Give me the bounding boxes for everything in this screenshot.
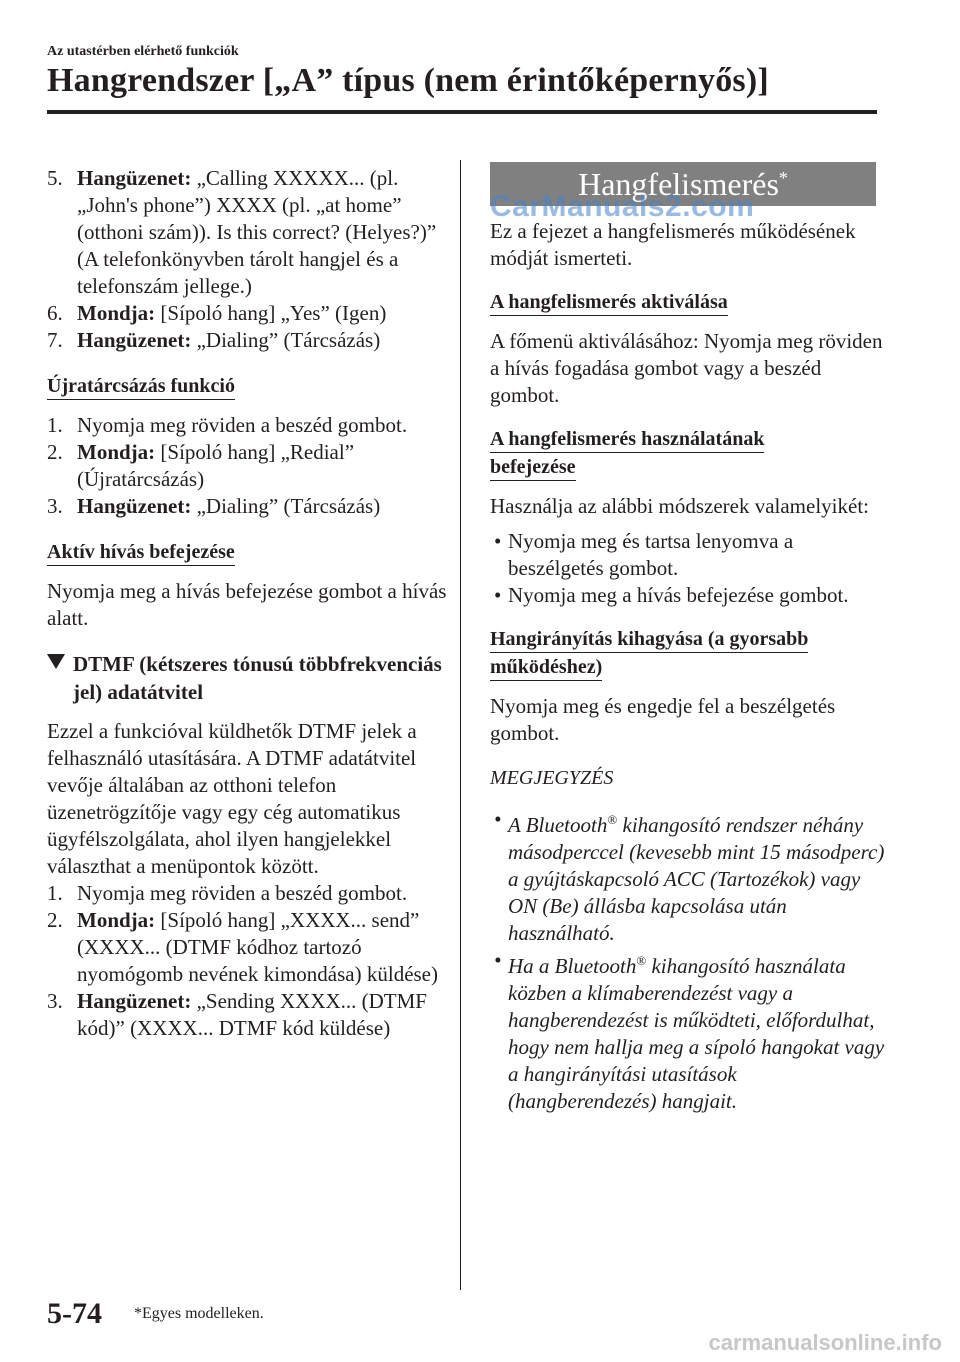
step-label: Mondja: (77, 440, 156, 464)
step-number: 3. (47, 494, 63, 518)
end-text: Használja az alábbi módszerek valamelyikét: (490, 494, 869, 518)
step-number: 1. (47, 881, 63, 905)
step-text: [Sípoló hang] „Redial” (Újratárcsázás) (77, 440, 355, 491)
left-column (47, 165, 447, 1042)
carmanuals-watermark: CarManuals2.com (490, 190, 755, 223)
end-heading-line-2: befejezése (490, 455, 576, 481)
dtmf-step-1 (47, 880, 447, 907)
step-6 (47, 300, 447, 327)
dtmf-heading (47, 650, 447, 706)
skip-heading-line-1: Hangirányítás kihagyása (a gyorsabb (490, 627, 808, 653)
step-text: „Dialing” (Tárcsázás) (196, 328, 381, 352)
intro-text: Ez a fejezet a hangfelismerés működésének módját ismerteti. (490, 219, 856, 270)
title-rule (47, 110, 877, 114)
step-label: Hangüzenet: (77, 166, 192, 190)
breadcrumb: Az utastérben elérhető funkciók (47, 44, 239, 59)
triangle-down-icon (47, 654, 65, 669)
dtmf-text: Ezzel a funkcióval küldhetők DTMF jelek a felhasználó utasítására. A DTMF adatátvitel vevője általában az otthoni telefon üzenetrögzítője vagy egy cég automatikus ügyfélszolgálata, ahol ilyen hangjelekkel választhat a menüpontok között. (47, 719, 417, 878)
column-divider (460, 160, 461, 1290)
page-number: 5-74 (47, 1297, 102, 1330)
note-text-a: Ha a Bluetooth (508, 954, 637, 978)
bullet-text: Nyomja meg és tartsa lenyomva a beszélgetés gombot. (508, 529, 794, 580)
step-5 (47, 165, 447, 300)
list-item (490, 528, 885, 582)
dtmf-step-2 (47, 907, 447, 988)
activate-text: A főmenü aktiválásához: Nyomja meg röviden a hívás fogadása gombot vagy a beszéd gombot. (490, 329, 883, 407)
step-text: „Calling XXXXX... (pl. „John's phone”) XXXX (pl. „at home” (otthoni szám)). Is this correct? (Helyes?)” (A telefonkönyvben tárolt hangjel és a telefonszám jellege.) (77, 166, 437, 298)
note-text-b: kihangosító használata közben a klímaberendezést vagy a hangberendezést is működteti, előfordulhat, hogy nem hallja meg a sípoló hangokat vagy a hangirányítási utasítások (hangberendezés) hangjait. (508, 954, 885, 1113)
skip-text: Nyomja meg és engedje fel a beszélgetés gombot. (490, 694, 836, 745)
step-number: 7. (47, 328, 63, 352)
step-label: Mondja: (77, 908, 156, 932)
step-number: 5. (47, 166, 63, 190)
step-text: Nyomja meg röviden a beszéd gombot. (77, 881, 408, 905)
end-call-text: Nyomja meg a hívás befejezése gombot a hívás alatt. (47, 579, 447, 630)
bullet-icon: • (494, 807, 502, 831)
note-item (490, 947, 885, 1115)
step-number: 2. (47, 440, 63, 464)
step-text: Nyomja meg röviden a beszéd gombot. (77, 413, 408, 437)
footnote: *Egyes modelleken. (134, 1305, 264, 1322)
note-title: MEGJEGYZÉS (490, 767, 614, 789)
bullet-text: Nyomja meg a hívás befejezése gombot. (508, 583, 849, 607)
asterisk-mark: * (778, 168, 788, 188)
step-label: Mondja: (77, 301, 156, 325)
dtmf-step-3 (47, 988, 447, 1042)
section-title: Hangfelismerés (578, 166, 779, 202)
step-number: 3. (47, 989, 63, 1013)
step-label: Hangüzenet: (77, 328, 192, 352)
step-label: Hangüzenet: (77, 494, 192, 518)
note-text-a: A Bluetooth (508, 813, 608, 837)
step-7 (47, 327, 447, 354)
step-label: Hangüzenet: (77, 989, 192, 1013)
right-column (490, 162, 885, 1115)
bullet-icon: • (494, 529, 502, 553)
bullet-icon: • (494, 583, 502, 607)
end-call-heading: Aktív hívás befejezése (47, 540, 235, 566)
step-text: „Sending XXXX... (DTMF kód)” (XXXX... DTMF kód küldése) (77, 989, 427, 1040)
step-number: 1. (47, 413, 63, 437)
end-recognition-heading (490, 425, 885, 481)
step-number: 2. (47, 908, 63, 932)
dtmf-heading-text: DTMF (kétszeres tónusú többfrekvenciás jel) adatátvitel (73, 652, 442, 704)
registered-mark: ® (607, 812, 618, 827)
step-text: „Dialing” (Tárcsázás) (196, 494, 381, 518)
end-heading-line-1: A hangfelismerés használatának (490, 427, 764, 453)
step-number: 6. (47, 301, 63, 325)
bullet-icon: • (494, 948, 502, 972)
step-text: [Sípoló hang] „XXXX... send” (XXXX... (DTMF kódhoz tartozó nyomógomb nevének kimondása) küldése) (77, 908, 438, 986)
redial-step-2 (47, 439, 447, 493)
redial-step-1 (47, 412, 447, 439)
site-watermark: carmanualsonline.info (708, 1330, 942, 1355)
redial-step-3 (47, 493, 447, 520)
redial-heading: Újratárcsázás funkció (47, 374, 235, 400)
note-text-b: kihangosító rendszer néhány másodperccel (kevesebb mint 15 másodperc) a gyújtáskapcsoló ACC (Tartozékok) vagy ON (Be) állásba kapcsolása után használható. (508, 813, 885, 945)
registered-mark: ® (636, 953, 647, 968)
skip-heading-line-2: működéshez) (490, 655, 602, 681)
step-text: [Sípoló hang] „Yes” (Igen) (160, 301, 387, 325)
page-title: Hangrendszer [„A” típus (nem érintőképernyős)] (47, 62, 769, 99)
activate-heading: A hangfelismerés aktiválása (490, 290, 728, 316)
note-item (490, 806, 885, 947)
skip-heading (490, 625, 885, 681)
list-item (490, 582, 885, 609)
